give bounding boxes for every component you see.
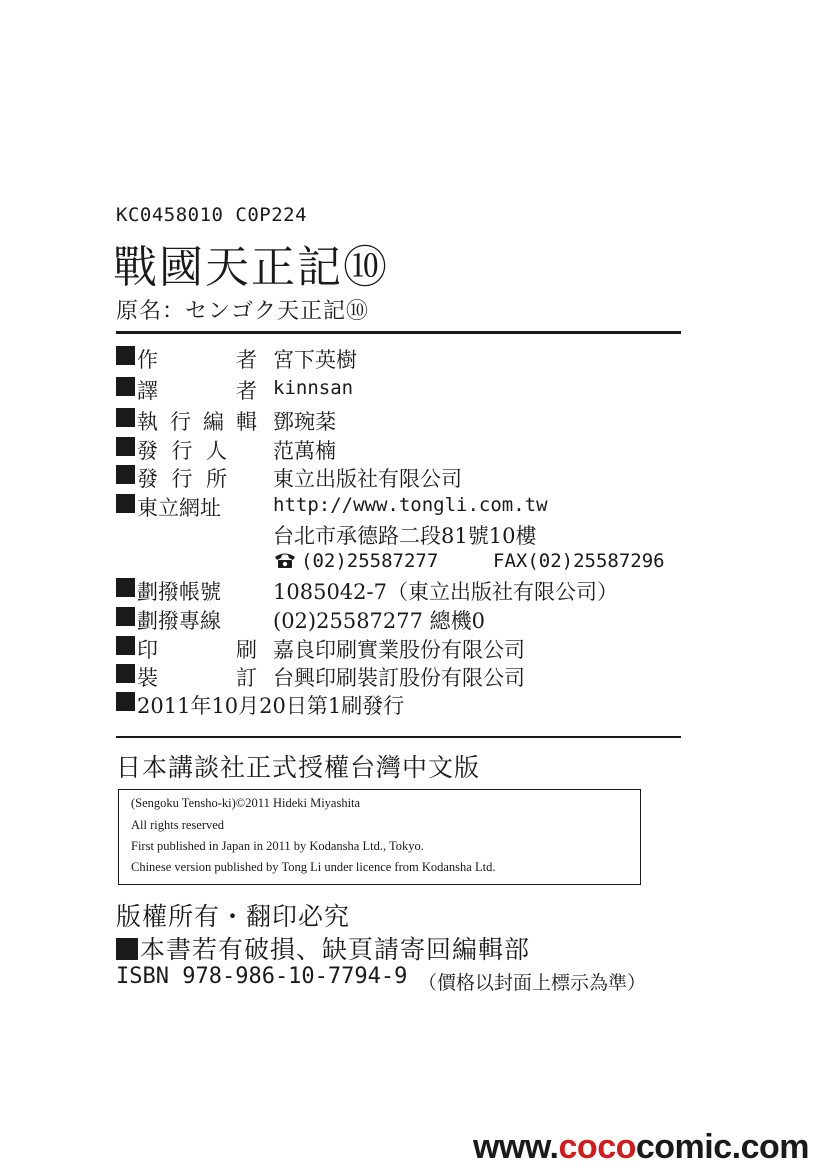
credit-label: 東立網址: [137, 496, 221, 520]
credit-row-author: [116, 344, 357, 372]
bullet-square: [116, 346, 135, 365]
payment-value: 嘉良印刷實業股份有限公司: [273, 638, 525, 662]
payment-value: 台興印刷裝訂股份有限公司: [273, 666, 525, 690]
credit-row-publishing-house: [116, 463, 462, 491]
copyright-line: All rights reserved: [131, 818, 225, 832]
credit-value: 鄧琬棻: [273, 410, 336, 434]
payment-label: 劃撥帳號: [137, 580, 221, 604]
credit-row-editor: [116, 406, 336, 434]
credit-row-publisher: [116, 435, 336, 463]
credit-label: 作 者: [137, 348, 257, 372]
credit-label: 發行所: [137, 467, 227, 491]
bullet-square: [116, 578, 135, 597]
phone-number: (02)25587277: [301, 550, 439, 572]
credit-label: 發行人: [137, 439, 227, 463]
address: 台北市承德路二段81號10樓: [273, 524, 537, 548]
credit-value: kinnsan: [273, 377, 354, 399]
credit-value: 宮下英樹: [273, 348, 357, 372]
payment-row-binding: [116, 662, 525, 690]
payment-row-account: [116, 576, 618, 604]
book-title: 戰國天正記⑩: [113, 242, 389, 293]
fax-number: FAX(02)25587296: [493, 550, 665, 572]
telephone-icon: [273, 551, 297, 569]
watermark-url: [473, 1128, 809, 1167]
bullet-square: [116, 636, 135, 655]
contact-line: [273, 548, 665, 572]
damage-notice-row: [116, 930, 530, 966]
copyright-line: Chinese version published by Tong Li under licence from Kodansha Ltd.: [131, 860, 496, 874]
watermark-suffix: comic.com: [635, 1128, 809, 1166]
credit-label: 執行編輯: [137, 410, 257, 434]
payment-label: 裝 訂: [137, 666, 257, 690]
authorization-notice: 日本講談社正式授權台灣中文版: [116, 753, 481, 782]
bullet-square: [116, 664, 135, 683]
bullet-square: [116, 494, 135, 513]
credit-row-translator: [116, 375, 354, 403]
payment-value: 1085042-7（東立出版社有限公司）: [273, 580, 618, 604]
credit-value: 東立出版社有限公司: [273, 467, 462, 491]
copyright-line: First published in Japan in 2011 by Kodansha Ltd., Tokyo.: [131, 839, 424, 853]
edition-row: [116, 690, 404, 718]
bullet-square: [116, 692, 135, 711]
bullet-square: [116, 465, 135, 484]
isbn: ISBN 978-986-10-7794-9: [116, 964, 408, 989]
bullet-square: [116, 607, 135, 626]
original-title: 原名：センゴク天正記⑩: [116, 299, 370, 324]
website-url[interactable]: http://www.tongli.com.tw: [273, 494, 548, 516]
title-divider: [116, 331, 681, 334]
bullet-square: [116, 377, 135, 396]
copyright-line: (Sengoku Tensho-ki)©2011 Hideki Miyashita: [131, 796, 361, 810]
bullet-square: [116, 938, 138, 960]
payment-value: (02)25587277 總機0: [273, 609, 486, 633]
bullet-square: [116, 408, 135, 427]
payment-label: 劃撥專線: [137, 609, 221, 633]
credit-row-website: [116, 492, 548, 520]
copyright-box: [118, 789, 641, 885]
payment-label: 印 刷: [137, 638, 257, 662]
credit-label: 譯 者: [137, 379, 257, 403]
damage-notice: 本書若有破損、缺頁請寄回編輯部: [140, 935, 531, 964]
section-divider: [116, 736, 681, 738]
credit-value: 范萬楠: [273, 439, 336, 463]
payment-row-hotline: [116, 605, 486, 633]
watermark-highlight: coco: [558, 1128, 636, 1166]
catalog-code: KC0458010 C0P224: [116, 204, 308, 226]
payment-row-printing: [116, 634, 525, 662]
rights-notice: 版權所有・翻印必究: [116, 902, 351, 931]
bullet-square: [116, 437, 135, 456]
edition-date: 2011年10月20日第1刷發行: [137, 694, 405, 718]
watermark-prefix: www.: [472, 1128, 559, 1166]
price-note: （價格以封面上標示為準）: [418, 972, 647, 994]
